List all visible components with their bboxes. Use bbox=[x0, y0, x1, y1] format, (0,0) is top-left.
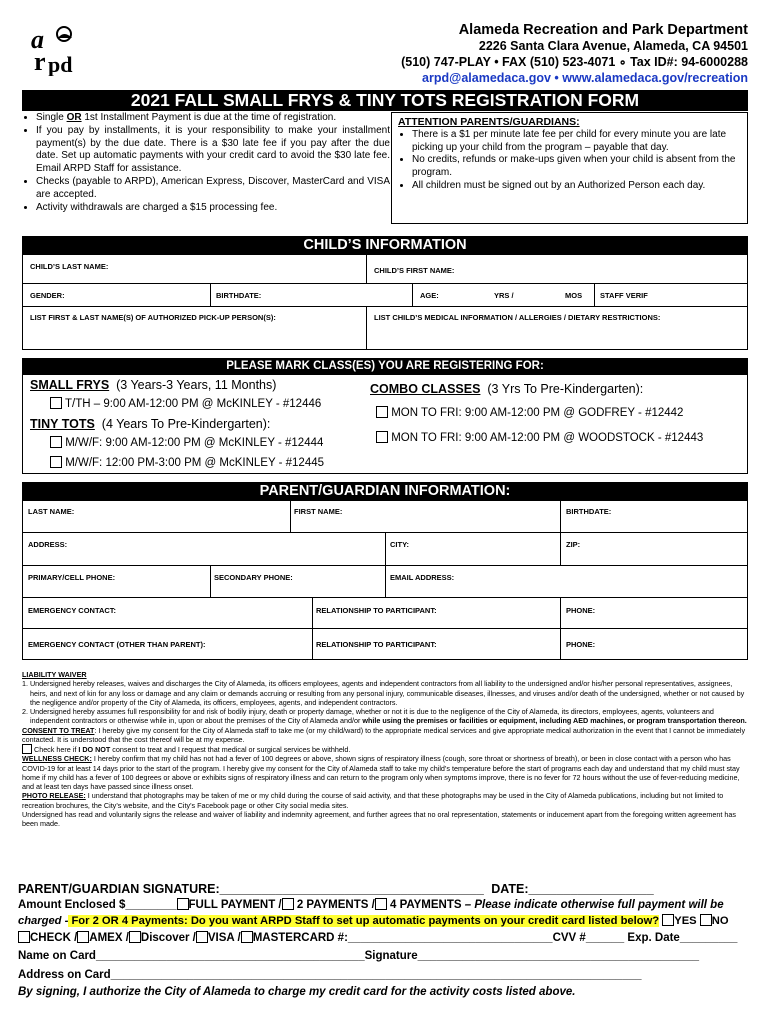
waiver-item: 1. Undersigned hereby releases, waives and discharges the City of Alameda, its officers employees, agents and independent contractors from all liability to the undersigned and/or his/her personal representatives, assignees, heirs, and next of kin for any loss or damage and any claim or demands accruing or resulting from any personal injury, communicable diseases, illnesses, and viruses and/or death of the undersigned, whether or not caused by the negligence and/or property of the City of Alameda, its officers, employees, agents, and independent contractors. bbox=[22, 679, 745, 707]
small-frys-option-12446[interactable]: T/TH – 9:00 AM-12:00 PM @ McKINLEY - #12446 bbox=[50, 397, 321, 410]
wellness-check: WELLNESS CHECK: I hereby confirm that my child has not had a fever of 100 degrees or above, shown signs of respiratory illness (cough, sore throat or shortness of breath), or been in close contact with a person who has COVID-19 for at least 14 days prior to the start of the program. I hereby give my consent for the City of Alameda staff to take my child’s temperature before the start of programs each day and understand that my child must stay home if my child has a fever of 100 degrees or above or exhibits signs of respiratory illness and can return to the program only when symptoms improve, there is no fever for 72 hours without the use of fever-reducing medicine, and at least ten days have passed since illness onset. bbox=[22, 754, 740, 791]
attention-heading: ATTENTION PARENTS/GUARDIANS: bbox=[398, 116, 580, 128]
city-field[interactable]: CITY: bbox=[390, 540, 410, 549]
child-gender-field[interactable]: GENDER: bbox=[30, 291, 65, 300]
combo-option-12442[interactable]: MON TO FRI: 9:00 AM-12:00 PM @ GODFREY - #12442 bbox=[376, 406, 683, 419]
checkbox[interactable] bbox=[50, 397, 62, 409]
parent-birthdate-field[interactable]: BIRTHDATE: bbox=[566, 507, 612, 516]
checkbox[interactable] bbox=[241, 931, 253, 943]
payment-notes bbox=[22, 112, 390, 214]
secondary-phone-field[interactable]: SECONDARY PHONE: bbox=[214, 573, 293, 582]
logo-text-pd: pd bbox=[48, 52, 73, 76]
note-item: • If you pay by installments, it is your responsibility to make your installment payment(s) by the due date. There is a $30 late fee if you pay after the due date. Set up automatic payments with your credit card to avoid the $30 late fee. Email ARPD Staff for assistance. bbox=[36, 125, 390, 176]
parent-first-name-field[interactable]: FIRST NAME: bbox=[294, 507, 343, 516]
final-statement: Undersigned has read and voluntarily signs the release and waiver of liability and indemnity agreement, and further agrees that no oral representation, statements or inducement apart from the foregoing written agreement has been made. bbox=[22, 809, 736, 828]
waiver-title: LIABILITY WAIVER bbox=[22, 670, 87, 679]
attention-box bbox=[391, 112, 748, 224]
staff-verif-field: STAFF VERIF bbox=[600, 291, 648, 300]
checkbox[interactable] bbox=[129, 931, 141, 943]
checkbox[interactable] bbox=[18, 931, 30, 943]
child-birthdate-field[interactable]: BIRTHDATE: bbox=[216, 291, 262, 300]
combo-heading: COMBO CLASSES (3 Yrs To Pre-Kindergarten): bbox=[370, 382, 644, 396]
tiny-tots-option-12444[interactable]: M/W/F: 9:00 AM-12:00 PM @ McKINLEY - #12444 bbox=[50, 436, 323, 449]
checkbox[interactable] bbox=[376, 431, 388, 443]
small-frys-heading: SMALL FRYS (3 Years-3 Years, 11 Months) bbox=[30, 378, 277, 392]
relationship-2-field[interactable]: RELATIONSHIP TO PARTICIPANT: bbox=[316, 640, 437, 649]
org-address: 2226 Santa Clara Avenue, Alameda, CA 94501 bbox=[478, 39, 748, 53]
combo-option-12443[interactable]: MON TO FRI: 9:00 AM-12:00 PM @ WOODSTOCK - #12443 bbox=[376, 431, 703, 444]
parent-section-heading: PARENT/GUARDIAN INFORMATION: bbox=[22, 482, 748, 500]
emergency-contact-field[interactable]: EMERGENCY CONTACT: bbox=[28, 606, 117, 615]
form-title: 2021 FALL SMALL FRYS & TINY TOTS REGISTRATION FORM bbox=[22, 90, 748, 111]
child-first-name-field[interactable]: CHILD’S FIRST NAME: bbox=[374, 266, 455, 275]
primary-phone-field[interactable]: PRIMARY/CELL PHONE: bbox=[28, 573, 116, 582]
logo-text-r: r bbox=[34, 47, 46, 76]
consent-to-treat: CONSENT TO TREAT: I hereby give my consent for the City of Alameda staff to take me (or my child/ward) to the appropriate medical services and give appropriate medical authorization in the event that I cannot be immediately contacted. It is understood that the cost thereof will be at my expense. bbox=[22, 725, 746, 744]
checkbox[interactable] bbox=[50, 456, 62, 468]
card-type-options: CHECK / AMEX / Discover / VISA / MASTERCARD #:________________________________CVV #______ Exp. Date_________ bbox=[18, 931, 737, 944]
classes-section-heading: PLEASE MARK CLASS(ES) YOU ARE REGISTERING FOR: bbox=[22, 358, 748, 374]
org-header bbox=[401, 22, 748, 86]
emergency-contact-2-field[interactable]: EMERGENCY CONTACT (OTHER THAN PARENT): bbox=[28, 640, 206, 649]
note-item: • All children must be signed out by an Authorized Person each day. bbox=[412, 180, 743, 193]
checkbox[interactable] bbox=[700, 914, 712, 926]
emergency-phone-2-field[interactable]: PHONE: bbox=[566, 640, 596, 649]
note-item: • No credits, refunds or make-ups given when your child is absent from the program. bbox=[412, 154, 743, 180]
checkbox[interactable] bbox=[376, 406, 388, 418]
photo-release: PHOTO RELEASE: I understand that photographs may be taken of me or my child during the course of said activity, and that these photographs may be used in the City of Alameda publications, including but not limited to recreation brochures, the City’s website, and the City’s Facebook page or other City social media sites. bbox=[22, 791, 724, 810]
zip-field[interactable]: ZIP: bbox=[566, 540, 581, 549]
address-field[interactable]: ADDRESS: bbox=[28, 540, 68, 549]
note-item: • Single OR 1st Installment Payment is due at the time of registration. bbox=[36, 112, 390, 125]
org-web[interactable]: arpd@alamedaca.gov • www.alamedaca.gov/recreation bbox=[422, 71, 748, 85]
checkbox[interactable] bbox=[196, 931, 208, 943]
parent-last-name-field[interactable]: LAST NAME: bbox=[28, 507, 75, 516]
checkbox[interactable] bbox=[22, 744, 32, 754]
checkbox[interactable] bbox=[177, 898, 189, 910]
legal-text bbox=[22, 670, 748, 828]
note-item: • There is a $1 per minute late fee per child for every minute you are late picking up your child from the program – payable that day. bbox=[412, 129, 743, 155]
email-field[interactable]: EMAIL ADDRESS: bbox=[390, 573, 455, 582]
checkbox[interactable] bbox=[77, 931, 89, 943]
note-item: • Activity withdrawals are charged a $15 processing fee. bbox=[36, 202, 390, 215]
payment-options: Amount Enclosed $________ FULL PAYMENT / 2 PAYMENTS / 4 PAYMENTS – Please indicate otherwise full payment will be bbox=[18, 899, 724, 911]
tiny-tots-option-12445[interactable]: M/W/F: 12:00 PM-3:00 PM @ McKINLEY - #12445 bbox=[50, 456, 324, 469]
name-on-card-line[interactable]: Name on Card__________________________________________Signature____________________________________________ bbox=[18, 950, 700, 962]
child-mos-label: MOS bbox=[565, 291, 583, 300]
signature-line[interactable]: PARENT/GUARDIAN SIGNATURE:______________________________________ DATE:__________________ bbox=[18, 882, 654, 896]
child-yrs-label: YRS / bbox=[494, 291, 514, 300]
org-name: Alameda Recreation and Park Department bbox=[458, 22, 748, 38]
child-section-heading: CHILD’S INFORMATION bbox=[22, 236, 748, 254]
child-last-name-field[interactable]: CHILD’S LAST NAME: bbox=[30, 262, 109, 271]
checkbox[interactable] bbox=[375, 898, 387, 910]
checkbox[interactable] bbox=[662, 914, 674, 926]
note-item: • Checks (payable to ARPD), American Express, Discover, MasterCard and VISA are accepted. bbox=[36, 176, 390, 202]
org-phones: (510) 747-PLAY • FAX (510) 523-4071 ∘ Tax ID#: 94-6000288 bbox=[401, 55, 748, 69]
arpd-logo bbox=[28, 24, 78, 76]
pickup-persons-field[interactable]: LIST FIRST & LAST NAME(S) OF AUTHORIZED PICK-UP PERSON(S): bbox=[30, 313, 276, 322]
relationship-field[interactable]: RELATIONSHIP TO PARTICIPANT: bbox=[316, 606, 437, 615]
medical-info-field[interactable]: LIST CHILD’S MEDICAL INFORMATION / ALLERGIES / DIETARY RESTRICTIONS: bbox=[374, 313, 661, 322]
authorization-statement: By signing, I authorize the City of Alameda to charge my credit card for the activity costs listed above. bbox=[18, 986, 576, 998]
checkbox[interactable] bbox=[50, 436, 62, 448]
child-age-field[interactable]: AGE: bbox=[420, 291, 439, 300]
logo-text-a: a bbox=[31, 25, 44, 54]
checkbox[interactable] bbox=[282, 898, 294, 910]
address-on-card-line[interactable]: Address on Card___________________________________________________________________________________ bbox=[18, 969, 642, 981]
auto-payment-question: charged - For 2 OR 4 Payments: Do you want ARPD Staff to set up automatic payments on your credit card listed below? YES NO bbox=[18, 915, 729, 927]
tiny-tots-heading: TINY TOTS (4 Years To Pre-Kindergarten): bbox=[30, 417, 271, 431]
waiver-item: 2. Undersigned hereby assumes full responsibility for and risk of bodily injury, death or property damage, whether or not it is due to the negligence of the City of Alameda, its directors, employees, agents, volunteers and independent contractors or otherwise while in, upon or about the premises of the City of Alameda and/or while using the premises or facilities or equipment, including AED machines, or program transportation thereon. bbox=[22, 707, 747, 726]
consent-opt-out[interactable]: Check here if I DO NOT consent to treat and I request that medical or surgical services be withheld. bbox=[22, 744, 748, 754]
emergency-phone-field[interactable]: PHONE: bbox=[566, 606, 596, 615]
